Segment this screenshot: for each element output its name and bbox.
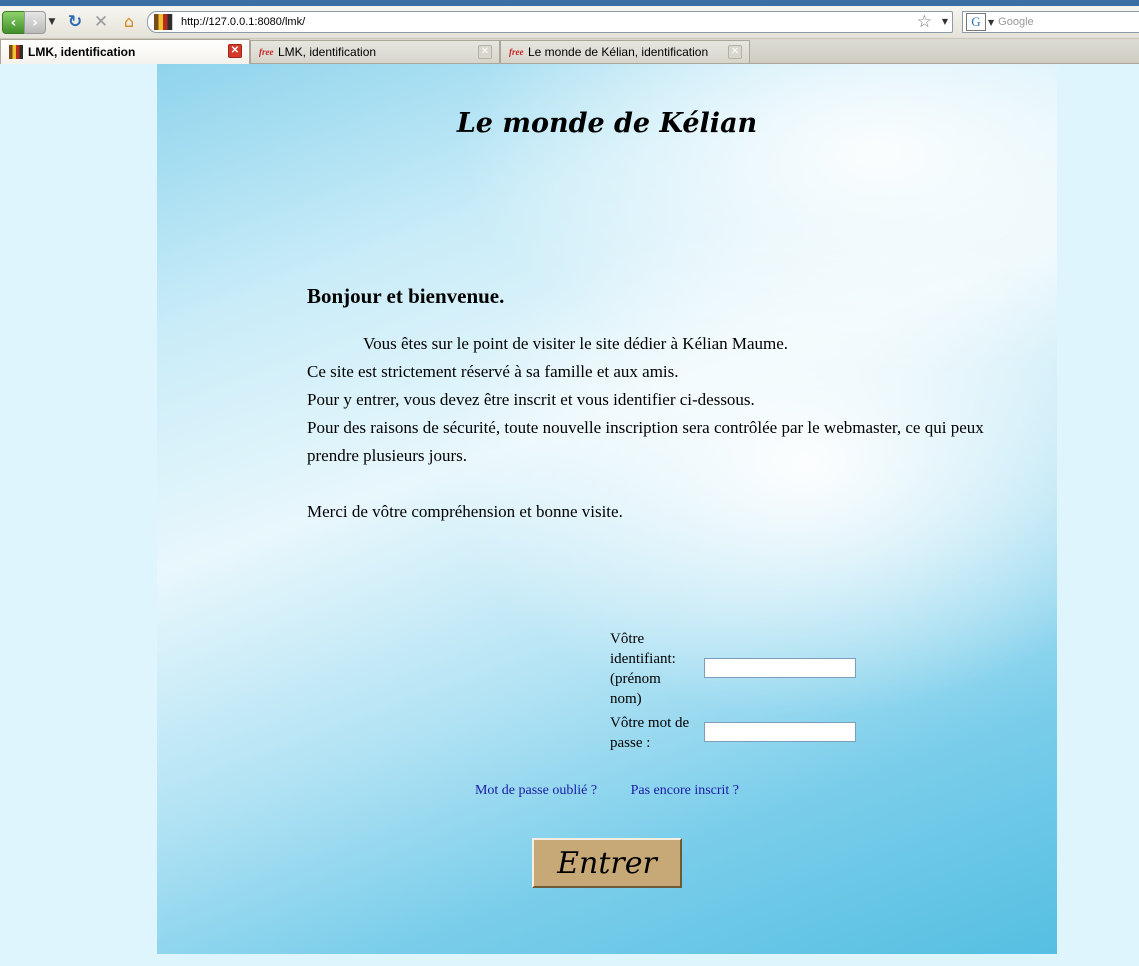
home-button[interactable]	[118, 11, 140, 32]
login-form	[610, 629, 870, 757]
search-bar[interactable]	[962, 11, 1139, 33]
navigation-toolbar	[0, 6, 1139, 39]
intro-paragraph: Vous êtes sur le point de visiter le site dédier à Kélian Maume.	[363, 334, 789, 353]
reload-icon: ↻	[67, 11, 83, 32]
site-identity-icon[interactable]	[154, 14, 173, 30]
reload-button[interactable]	[64, 11, 86, 32]
closing-text: Merci de vôtre compréhension et bonne visite.	[307, 502, 623, 521]
password-label: Vôtre mot de passe :	[610, 715, 690, 751]
tab-lmk-identification[interactable]	[0, 39, 250, 64]
close-tab-icon[interactable]: ✕	[228, 44, 242, 58]
history-dropdown-button[interactable]	[46, 11, 58, 32]
free-favicon-icon: free	[509, 47, 524, 57]
chevron-down-icon: ▼	[48, 16, 56, 27]
tab-bar	[0, 39, 1139, 64]
intro-paragraph: Pour des raisons de sécurité, toute nouvelle inscription sera contrôlée par le webmaster, ce qui peux prendre plusieurs jours.	[307, 418, 984, 465]
tab-label: Le monde de Kélian, identification	[528, 45, 709, 59]
forward-button[interactable]	[24, 11, 46, 34]
stop-button[interactable]	[90, 11, 112, 32]
search-input[interactable]: Google	[998, 16, 1034, 28]
stop-icon: ✕	[93, 11, 109, 32]
free-favicon-icon: free	[259, 47, 274, 57]
forgot-password-link[interactable]: Mot de passe oublié ?	[474, 783, 598, 798]
welcome-heading: Bonjour et bienvenue.	[307, 284, 505, 308]
intro-paragraph: Pour y entrer, vous devez être inscrit et vous identifier ci-dessous.	[307, 390, 755, 409]
intro-text	[307, 330, 997, 526]
bookmark-star-icon[interactable]: ☆	[916, 12, 932, 32]
site-title: Le monde de Kélian	[456, 108, 758, 139]
tab-lmk-identification-free[interactable]	[250, 40, 500, 63]
home-icon: ⌂	[123, 12, 135, 31]
password-row	[610, 713, 870, 757]
back-button[interactable]	[2, 11, 25, 34]
forward-arrow-icon: ›	[32, 14, 38, 31]
address-bar-url[interactable]: http://127.0.0.1:8080/lmk/	[181, 16, 306, 28]
tab-label: LMK, identification	[278, 45, 377, 59]
address-bar[interactable]	[147, 11, 953, 33]
lmk-favicon-icon	[9, 45, 23, 59]
account-links	[157, 783, 1057, 799]
page-content	[157, 64, 1057, 954]
username-row	[610, 629, 870, 713]
back-arrow-icon: ‹	[10, 14, 17, 31]
password-input[interactable]	[704, 722, 856, 742]
tab-le-monde-de-kelian[interactable]	[500, 40, 750, 63]
address-dropdown-icon[interactable]: ▼	[941, 17, 948, 26]
close-tab-icon[interactable]: ✕	[478, 45, 492, 59]
close-tab-icon[interactable]: ✕	[728, 45, 742, 59]
username-label: Vôtre identifiant: (prénom nom)	[610, 631, 676, 707]
intro-paragraph: Ce site est strictement réservé à sa famille et aux amis.	[307, 362, 679, 381]
username-input[interactable]	[704, 658, 856, 678]
search-engine-dropdown-icon[interactable]: ▼	[988, 17, 995, 27]
search-engine-icon[interactable]: G	[966, 13, 986, 31]
tab-label: LMK, identification	[28, 45, 136, 59]
register-link[interactable]: Pas encore inscrit ?	[630, 783, 740, 798]
enter-button[interactable]: Entrer	[532, 838, 682, 888]
